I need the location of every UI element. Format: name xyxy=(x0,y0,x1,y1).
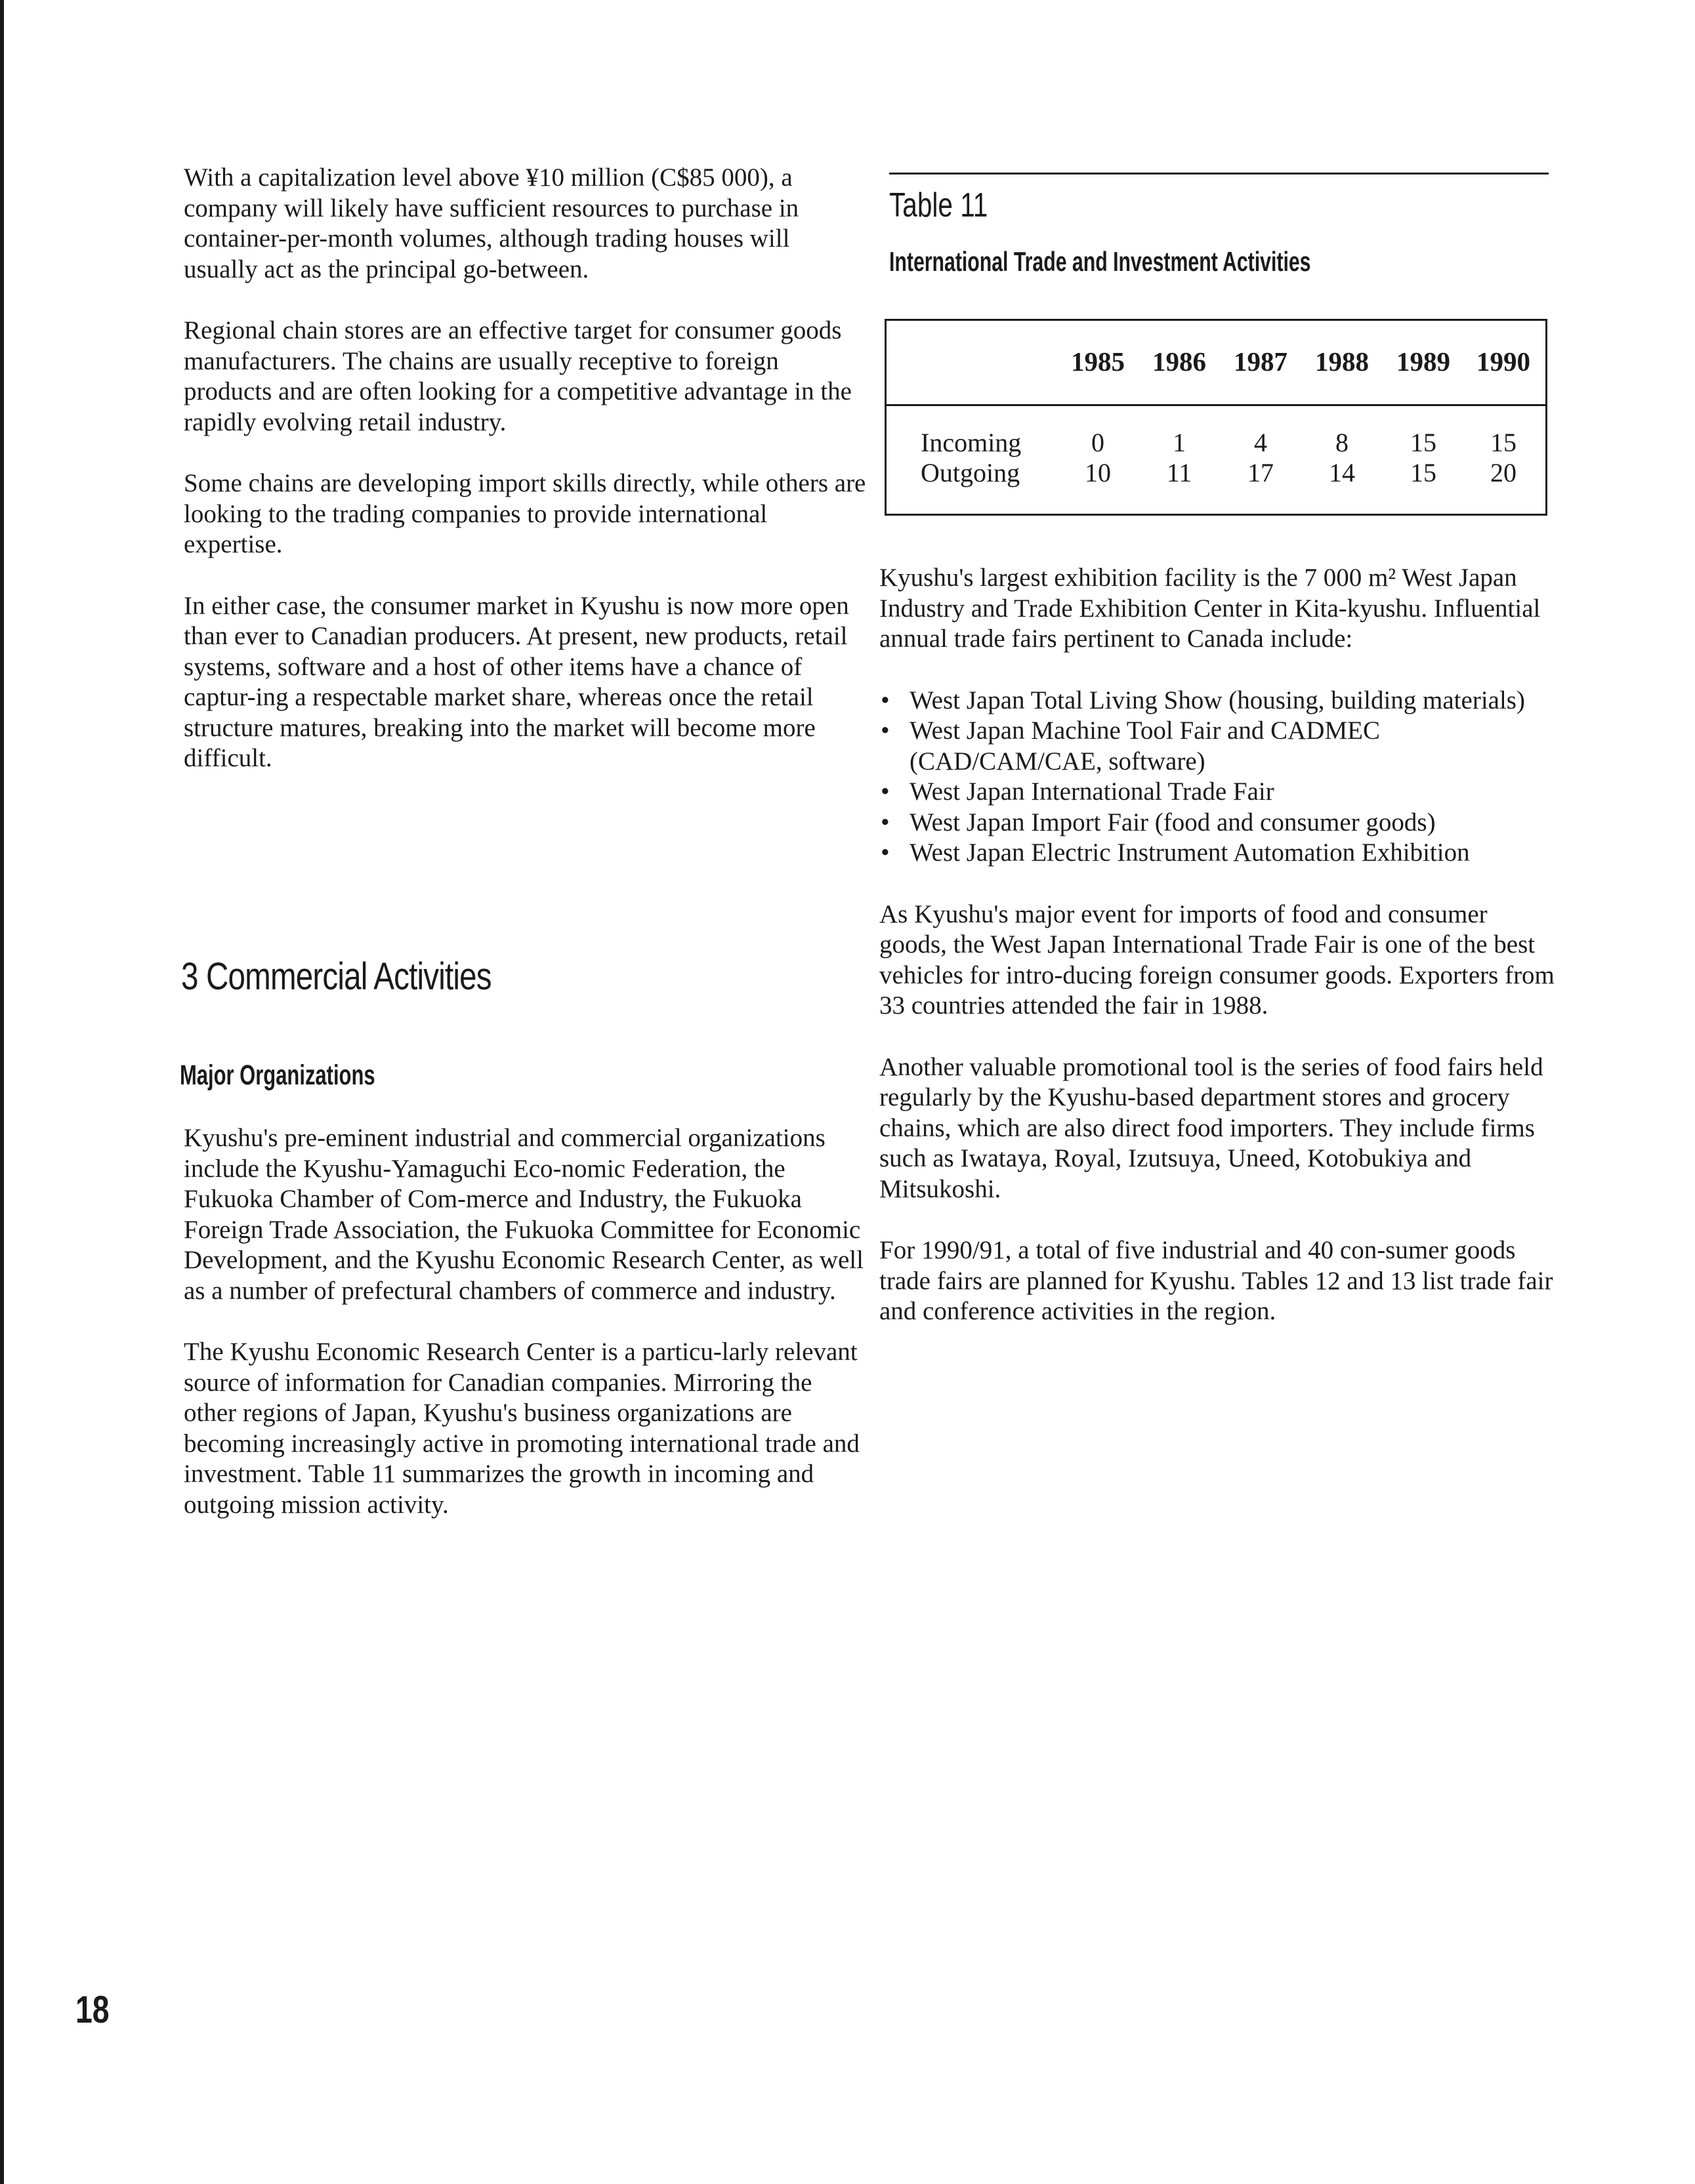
paragraph-planned-fairs: For 1990/91, a total of five industrial and 40 con-sumer goods trade fairs are planned for Kyushu. Tables 12 and 13 list trade fair and conference activities in the region. xyxy=(879,1236,1553,1325)
paragraph-organizations: Kyushu's pre-eminent industrial and commercial organizations include the Kyushu-Yamaguchi Eco-nomic Federation, the Fukuoka Chamber of Com-merce and Industry, the Fukuoka Foreign Trade Association, the Fukuoka Committee for Economic Development, and the Kyushu Economic Research Center, as well as a number of prefectural chambers of commerce and industry. xyxy=(184,1124,864,1305)
table-row-incoming xyxy=(887,427,1545,459)
sub-heading: Major Organizations xyxy=(180,1060,375,1091)
trade-activities-table xyxy=(885,319,1547,516)
year-header: 1986 xyxy=(1152,346,1206,377)
table-row-outgoing xyxy=(887,457,1545,489)
table-top-rule xyxy=(889,173,1549,175)
paragraph-consumer-market: In either case, the consumer market in Kyushu is now more open than ever to Canadian producers. At present, new products, retail systems, software and a host of other items have a chance of captur-ing a respectable market share, whereas once the retail structure matures, breaking into the market will become more difficult. xyxy=(184,591,849,772)
paragraph-chain-stores: Regional chain stores are an effective target for consumer goods manufacturers. The chains are usually receptive to foreign products and are often looking for a competitive advantage in the rapidly evolving retail industry. xyxy=(184,316,852,436)
row-label: Incoming xyxy=(921,428,1022,457)
list-item: • West Japan Import Fair (food and consumer goods) xyxy=(879,808,1555,838)
table-cell: 17 xyxy=(1247,458,1274,487)
paragraph-exhibition-facility: Kyushu's largest exhibition facility is the 7 000 m² West Japan Industry and Trade Exhibition Center in Kita-kyushu. Influential annual trade fairs pertinent to Canada include: xyxy=(879,564,1541,653)
table-cell: 8 xyxy=(1335,428,1349,457)
table-cell: 0 xyxy=(1091,428,1104,457)
year-header: 1987 xyxy=(1234,346,1287,377)
list-item: • West Japan Electric Instrument Automation Exhibition xyxy=(879,838,1555,869)
paragraph-international-fair: As Kyushu's major event for imports of food and consumer goods, the West Japan International Trade Fair is one of the best vehicles for intro-ducing foreign consumer goods. Exporters from 33 countries attended the fair in 1988. xyxy=(879,899,1555,1020)
list-item: • West Japan International Trade Fair xyxy=(879,777,1555,808)
paragraph-food-fairs: Another valuable promotional tool is the series of food fairs held regularly by the Kyushu-based department stores and grocery chains, which are also direct food importers. They include firms such as Iwataya, Royal, Izutsuya, Uneed, Kotobukiya and Mitsukoshi. xyxy=(879,1052,1543,1203)
table-header-divider xyxy=(887,404,1545,406)
table-cell: 14 xyxy=(1329,458,1355,487)
table-cell: 15 xyxy=(1410,428,1436,457)
left-column-top xyxy=(184,163,866,805)
left-column-bottom xyxy=(184,1123,866,1551)
page-number: 18 xyxy=(75,1988,110,2031)
table-cell: 15 xyxy=(1410,458,1436,487)
table-cell: 15 xyxy=(1490,428,1517,457)
table-cell: 11 xyxy=(1166,458,1192,487)
year-header: 1985 xyxy=(1071,346,1125,377)
trade-fairs-list xyxy=(879,686,1555,869)
table-header-row xyxy=(887,346,1545,377)
year-header: 1990 xyxy=(1476,346,1530,377)
table-label: Table 11 xyxy=(889,186,988,224)
list-item: • West Japan Total Living Show (housing, building materials) xyxy=(879,686,1555,716)
table-cell: 20 xyxy=(1490,458,1517,487)
paragraph-import-skills: Some chains are developing import skills directly, while others are looking to the trading companies to provide international expertise. xyxy=(184,469,866,558)
scan-edge xyxy=(0,0,4,2184)
paragraph-capitalization: With a capitalization level above ¥10 million (C$85 000), a company will likely have sufficient resources to purchase in container-per-month volumes, although trading houses will usually act as the principal go-between. xyxy=(184,163,799,283)
section-heading: 3 Commercial Activities xyxy=(181,955,492,998)
row-label: Outgoing xyxy=(921,458,1020,487)
table-cell: 10 xyxy=(1085,458,1111,487)
paragraph-research-center: The Kyushu Economic Research Center is a particu-larly relevant source of information for Canadian companies. Mirroring the other regions of Japan, Kyushu's business organizations are becoming increasingly active in promoting international trade and investment. Table 11 summarizes the growth in incoming and outgoing mission activity. xyxy=(184,1338,860,1519)
year-header: 1988 xyxy=(1315,346,1369,377)
table-cell: 4 xyxy=(1254,428,1267,457)
year-header: 1989 xyxy=(1396,346,1450,377)
table-cell: 1 xyxy=(1173,428,1186,457)
list-item: • West Japan Machine Tool Fair and CADMEC (CAD/CAM/CAE, software) xyxy=(879,716,1555,777)
right-column xyxy=(879,563,1555,1358)
table-caption: International Trade and Investment Activities xyxy=(889,246,1311,277)
